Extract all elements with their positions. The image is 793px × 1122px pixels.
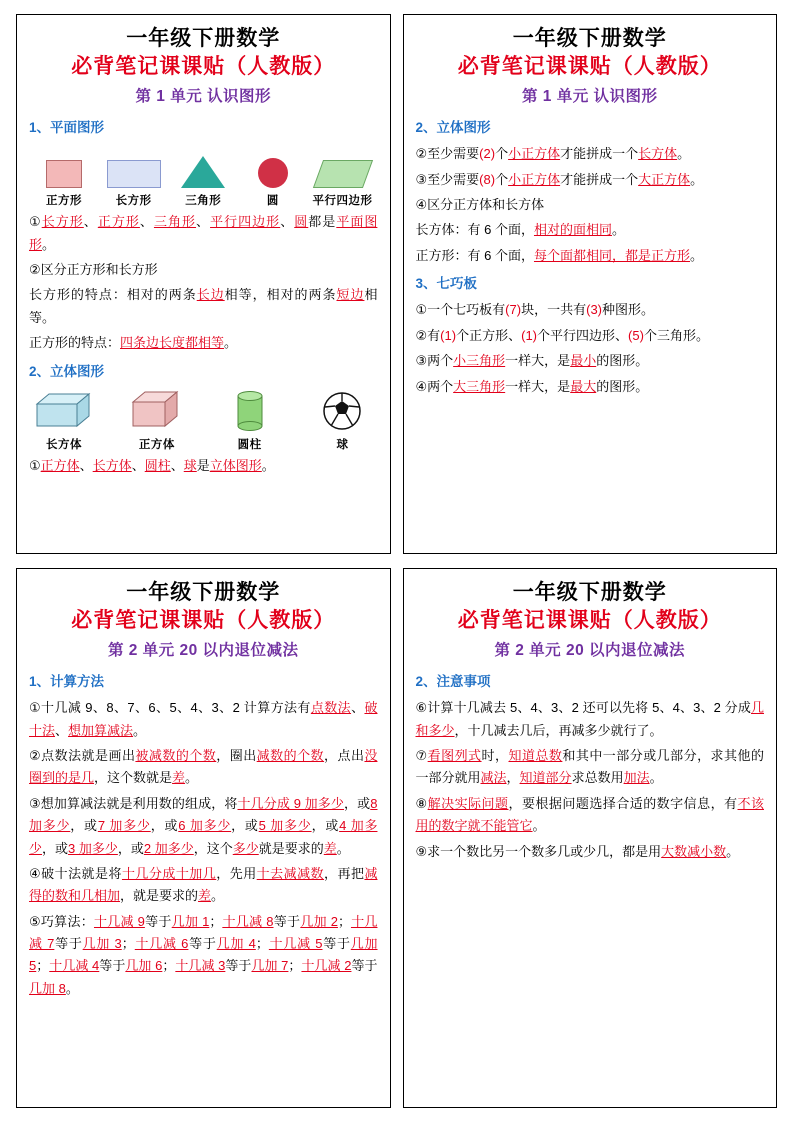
txt: 个: [495, 171, 509, 187]
hl: 几加 7: [251, 958, 289, 974]
hl: 短边: [336, 287, 365, 303]
txt: 。: [224, 335, 238, 351]
txt: 的图形。: [596, 353, 649, 369]
hl: 长方体: [638, 146, 678, 162]
txt: 正方形：有 6 个面，: [415, 247, 534, 263]
txt: 一样大，是: [505, 353, 571, 369]
card-subtitle: 第 1 单元 认识图形: [521, 87, 658, 105]
hl: 几加 8: [29, 980, 66, 996]
card-title-line2: 必背笔记课课贴（人教版）: [457, 55, 722, 79]
sep: ，: [506, 770, 520, 786]
shape-label: 长方形: [115, 195, 152, 208]
hl: 几加 4: [216, 935, 256, 951]
hl: 四条边长度都相等: [120, 335, 225, 351]
txt: ，或: [344, 795, 371, 811]
shape-label: 长方体: [46, 438, 82, 451]
txt: 等于: [273, 913, 301, 929]
marker: ①: [29, 214, 42, 230]
hl: 减法: [480, 770, 507, 786]
paragraph-4: [29, 863, 378, 908]
txt: ，这个: [193, 840, 233, 856]
txt: ，或: [117, 840, 144, 856]
txt: 是: [196, 457, 210, 473]
hl: 7 加多少: [97, 818, 151, 834]
paragraph-1: [29, 697, 378, 742]
sep: ；: [121, 935, 135, 951]
txt: 。: [649, 770, 663, 786]
hl: 十几减 9: [93, 913, 145, 929]
txt: ③至少需要: [415, 171, 480, 187]
hl: 知道总数: [508, 748, 563, 764]
card-title-line1: 一年级下册数学: [126, 581, 281, 604]
txt: 。: [133, 722, 147, 738]
paragraph-solid-1: [29, 455, 378, 477]
txt: 才能拼成一个: [560, 146, 639, 162]
hl: 2 加多少: [143, 840, 194, 856]
hl: 长边: [196, 287, 225, 303]
sep: 、: [79, 457, 93, 473]
paragraph-7: ①一个七巧板有(7)块，一共有(3)种图形。: [415, 302, 655, 318]
shape-label: 圆: [266, 195, 279, 208]
shape-cell-cylinder: [217, 392, 283, 452]
sep: ；: [288, 958, 302, 974]
shape-cell-triangle: [170, 148, 236, 208]
hl: 4 加多少: [29, 818, 378, 856]
sep: ；: [255, 935, 269, 951]
hl: 圆柱: [144, 457, 171, 473]
txt: 个正方形、: [456, 327, 522, 343]
hl: 最大: [570, 378, 597, 394]
card-title-line2: 必背笔记课课贴（人教版）: [71, 609, 336, 633]
circle-icon: [240, 148, 306, 188]
hl: 多少: [232, 840, 259, 856]
hl: 几加 6: [125, 958, 163, 974]
txt: 长方体：有 6 个面，: [415, 222, 534, 238]
sep: 、: [55, 722, 69, 738]
hl: 没圈到的是几: [29, 748, 378, 786]
hl: 差: [323, 840, 337, 856]
card-subtitle: 第 2 单元 20 以内退位减法: [494, 641, 686, 659]
txt: 长方形的特点：相对的两条: [29, 287, 197, 303]
txt: ⑨求一个数比另一个数多几或少几，都是用: [415, 843, 662, 859]
marker: ①: [29, 457, 41, 473]
sep: ；: [337, 913, 351, 929]
cube-icon: [124, 392, 190, 432]
hl: 小正方体: [508, 171, 561, 187]
txt: 个三角形。: [643, 327, 709, 343]
hl: 几加 1: [171, 913, 210, 929]
hl: 十几分成十加几: [121, 865, 217, 881]
hl: 正方形: [97, 214, 140, 230]
sep: ；: [36, 958, 50, 974]
card-title-line2: 必背笔记课课贴（人教版）: [71, 55, 336, 79]
txt: ，要根据问题选择合适的数字信息，有: [508, 795, 738, 811]
hl: 十几减 6: [134, 935, 189, 951]
txt: ③想加算减法就是利用数的组成，将: [29, 795, 238, 811]
txt: 等于: [144, 913, 172, 929]
txt: ，就是要求的: [120, 888, 199, 904]
shape-cell-parallelogram: [310, 148, 376, 208]
hl: 被减数的个数: [135, 748, 217, 764]
card-title-line1: 一年级下册数学: [512, 27, 667, 50]
cylinder-icon: [217, 392, 283, 432]
hl: 十几减 7: [29, 913, 378, 951]
sep: ；: [162, 958, 176, 974]
hl: 立体图形: [209, 457, 262, 473]
hl: 小三角形: [453, 353, 506, 369]
txt: 。: [726, 843, 740, 859]
sep: 、: [351, 700, 365, 716]
hl: 想加算减法: [68, 722, 134, 738]
txt: 个: [495, 146, 509, 162]
section-heading-notes: 2、注意事项: [415, 674, 491, 690]
sep: 、: [196, 214, 211, 230]
paragraph-2: [416, 745, 765, 790]
hl: 知道部分: [519, 770, 572, 786]
sep: 、: [139, 214, 154, 230]
txt: 。: [185, 770, 199, 786]
txt: 。: [689, 247, 703, 263]
shape-cell-square: [31, 148, 97, 208]
txt: 个平行四边形、: [537, 327, 629, 343]
hl: 大三角形: [453, 378, 506, 394]
txt: 等于: [188, 935, 217, 951]
txt: ①十几减 9、8、7、6、5、4、3、2 计算方法有: [29, 700, 311, 716]
hl: 8 加多少: [29, 795, 378, 834]
paragraph-3: [416, 793, 765, 838]
hl: 长方体: [92, 457, 132, 473]
hl: 6 加多少: [178, 818, 232, 834]
card-subtitle: 第 1 单元 认识图形: [135, 87, 272, 105]
shape-cell-cube: [124, 392, 190, 452]
hl: 圆: [294, 214, 309, 230]
txt: 等于: [322, 935, 351, 951]
txt: ，圈出: [216, 748, 257, 764]
hl: 几加 5: [29, 935, 378, 974]
hl: 5 加多少: [258, 818, 312, 834]
hl: 几加 2: [300, 913, 338, 929]
hl: 点数法: [310, 700, 352, 716]
hl: 几加 3: [82, 935, 122, 951]
shape-cell-circle: [240, 148, 306, 208]
txt: 。: [690, 171, 704, 187]
txt: ，或: [311, 818, 340, 834]
txt: ，点出: [324, 748, 365, 764]
hl: 长方形: [41, 214, 84, 230]
txt: 才能拼成一个: [560, 171, 639, 187]
txt: 种图形。: [602, 302, 655, 318]
hl: 十几分成 9 加多少: [237, 795, 345, 811]
paragraph-plane-3: [29, 284, 378, 329]
paragraph-10: [416, 376, 765, 398]
paragraph-plane-2: ②区分正方形和长方形: [29, 262, 158, 278]
hl: 3 加多少: [68, 840, 118, 856]
hl: 十几减 8: [222, 913, 274, 929]
txt: ②至少需要: [415, 146, 480, 162]
txt: 等于: [54, 935, 83, 951]
triangle-icon: [170, 148, 236, 188]
hl: 正方体: [40, 457, 80, 473]
txt: 的图形。: [596, 378, 649, 394]
txt: 。: [677, 146, 691, 162]
rectangle-icon: [101, 148, 167, 188]
txt: 。: [261, 457, 275, 473]
txt: ④破十法就是将: [29, 865, 122, 881]
hl: 球: [183, 457, 197, 473]
paragraph-4: [416, 841, 765, 863]
hl: 几和多少: [415, 700, 764, 738]
card-unit2-part1: [16, 568, 391, 1108]
paragraph-5: [29, 911, 378, 1000]
paragraph-5: [416, 219, 765, 241]
section-heading-solid-shapes: 2、立体图形: [415, 120, 491, 136]
hl: 差: [198, 888, 212, 904]
section-heading-solid-shapes: 2、立体图形: [29, 363, 105, 379]
hl: 减数的个数: [256, 748, 325, 764]
hl: 大数减小数: [661, 843, 727, 859]
hl: 平行四边形: [210, 214, 281, 230]
txt: ，再把: [324, 865, 365, 881]
hl: 十几减 3: [175, 958, 226, 974]
txt: 相等。: [29, 287, 378, 325]
paragraph-4: ④区分正方体和长方体: [415, 197, 545, 213]
txt: ，先用: [216, 865, 257, 881]
txt: ，十几减去几后，再减多少就行了。: [454, 722, 663, 738]
txt: 正方形的特点：: [29, 335, 121, 351]
hl: 三角形: [153, 214, 197, 230]
num: 3: [590, 302, 598, 318]
paragraph-1: [416, 697, 765, 742]
num: 5: [632, 327, 640, 343]
txt: 等于: [225, 958, 252, 974]
section-heading-calc-methods: 1、计算方法: [29, 674, 105, 690]
card-subtitle: 第 2 单元 20 以内退位减法: [107, 641, 299, 659]
txt: ，或: [70, 818, 98, 834]
sphere-icon: [309, 392, 375, 432]
txt: ②有: [415, 327, 441, 343]
hl: 加法: [623, 770, 650, 786]
shape-label: 正方形: [46, 195, 82, 208]
txt: ，或: [42, 840, 69, 856]
txt: 就是要求的: [258, 840, 324, 856]
hl: 看图列式: [427, 748, 482, 764]
card-unit1-part2: [403, 14, 778, 554]
hl: 减得的数和几相加: [29, 865, 378, 904]
shape-cell-cuboid: [31, 392, 97, 452]
hl: 十几减 4: [49, 958, 100, 974]
hl: 不该用的数字就不能管它: [415, 795, 764, 834]
shape-label: 球: [336, 438, 349, 451]
txt: 。: [211, 888, 225, 904]
txt: 时，: [481, 748, 509, 764]
shape-cell-sphere: [309, 392, 375, 452]
txt: ②点数法就是画出: [29, 748, 136, 764]
txt: ④两个: [415, 378, 454, 394]
marker: ⑧: [415, 795, 428, 811]
card-title-line1: 一年级下册数学: [126, 27, 281, 50]
txt: ，或: [231, 818, 259, 834]
hl: 差: [172, 770, 186, 786]
paragraph-8: ②有(1)个正方形、(1)个平行四边形、(5)个三角形。: [415, 327, 709, 343]
num: 8: [483, 171, 491, 187]
sep: 、: [83, 214, 98, 230]
paragraph-6: [416, 245, 765, 267]
txt: 一样大，是: [505, 378, 571, 394]
hl: 平面图形: [29, 214, 378, 252]
sep: 、: [131, 457, 145, 473]
txt: 。: [532, 818, 546, 834]
txt: ⑥计算十几减去 5、4、3、2 还可以先将 5、4、3、2 分成: [415, 700, 751, 716]
card-title-line2: 必背笔记课课贴（人教版）: [457, 609, 722, 633]
paragraph-plane-1: [29, 211, 378, 256]
txt: 。: [42, 236, 56, 252]
shape-label: 三角形: [185, 195, 222, 208]
solid-shapes-row: [31, 392, 376, 452]
paragraph-3: ③至少需要(8)个小正方体才能拼成一个大正方体。: [415, 171, 704, 187]
paragraph-plane-4: [29, 332, 378, 354]
txt: 。: [65, 980, 79, 996]
sep: ；: [209, 913, 223, 929]
shape-cell-rectangle: [101, 148, 167, 208]
section-heading-tangram: 3、七巧板: [415, 276, 478, 292]
plane-shapes-row: [31, 148, 376, 208]
sep: 、: [280, 214, 295, 230]
hl: 十几减 5: [268, 935, 323, 951]
hl: 十去减减数: [256, 865, 325, 881]
card-unit1-part1: [16, 14, 391, 554]
hl: 破十法: [29, 700, 378, 738]
square-icon: [31, 148, 97, 188]
txt: 都是: [308, 214, 337, 230]
hl: 最小: [570, 353, 597, 369]
card-title-line1: 一年级下册数学: [512, 581, 667, 604]
section-heading-plane-shapes: 1、平面图形: [29, 120, 105, 136]
txt: 块，一共有: [521, 302, 587, 318]
txt: 。: [611, 222, 625, 238]
paragraph-2: ②至少需要(2)个小正方体才能拼成一个长方体。: [415, 146, 691, 162]
hl: 每个面都相同，都是正方形: [533, 247, 690, 263]
cuboid-icon: [31, 392, 97, 432]
num: 1: [525, 327, 533, 343]
hl: 小正方体: [508, 146, 561, 162]
shape-label: 圆柱: [237, 438, 262, 451]
txt: 相等，相对的两条: [224, 287, 337, 303]
txt: 和其中一部分或几部分，求其他的一部分就用: [415, 748, 764, 786]
txt: 求总数用: [571, 770, 624, 786]
paragraph-3: [29, 793, 378, 860]
num: 1: [444, 327, 452, 343]
txt: ①一个七巧板有: [415, 302, 506, 318]
txt: ⑤巧算法：: [29, 913, 94, 929]
hl: 十几减 2: [301, 958, 352, 974]
txt: 。: [336, 840, 350, 856]
parallelogram-icon: [310, 148, 376, 188]
hl: 大正方体: [638, 171, 691, 187]
shape-label: 正方体: [138, 438, 175, 451]
txt: ，这个数就是: [94, 770, 173, 786]
card-unit2-part2: [403, 568, 778, 1108]
txt: 等于: [99, 958, 126, 974]
txt: ，或: [150, 818, 179, 834]
hl: 相对的面相同: [533, 222, 612, 238]
paragraph-2: [29, 745, 378, 790]
shape-label: 平行四边形: [312, 195, 373, 208]
sep: 、: [170, 457, 184, 473]
num: 7: [509, 302, 517, 318]
hl: 解决实际问题: [427, 795, 509, 811]
paragraph-9: [416, 350, 765, 372]
num: 2: [483, 146, 491, 162]
marker: ⑦: [415, 748, 428, 764]
txt: 等于: [351, 958, 378, 974]
txt: ③两个: [415, 353, 454, 369]
